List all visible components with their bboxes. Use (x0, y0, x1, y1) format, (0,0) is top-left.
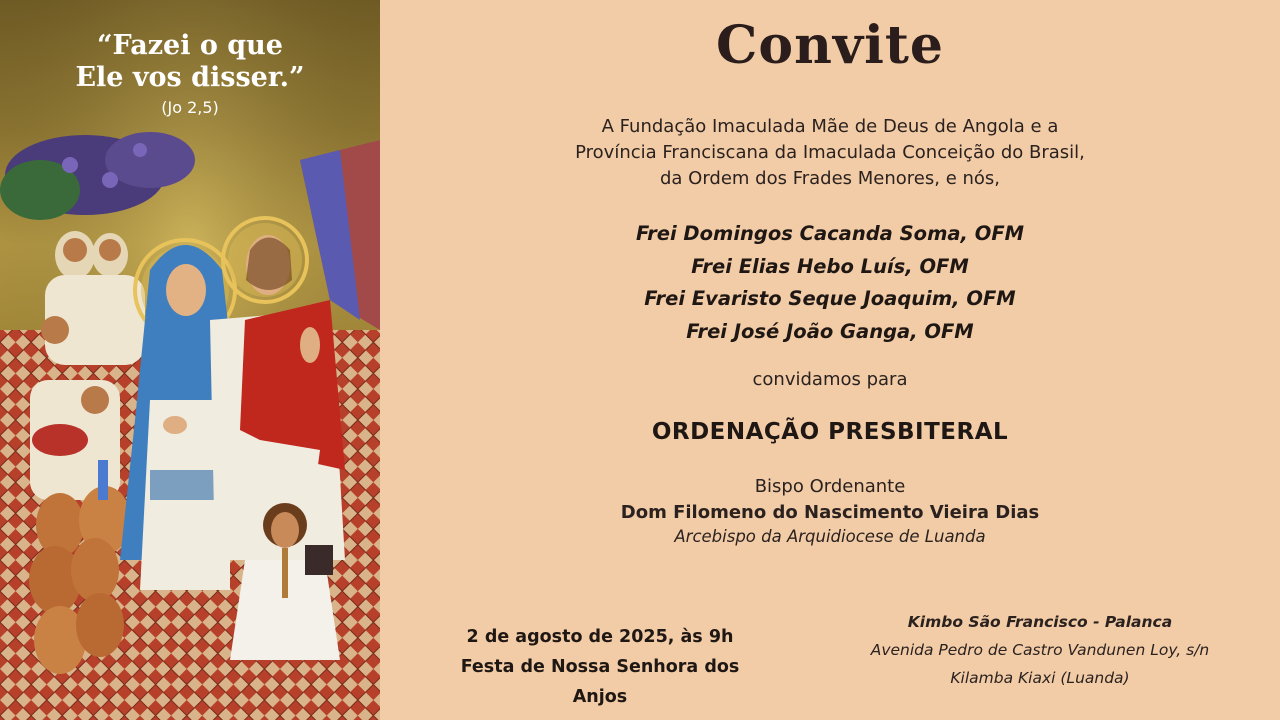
event-date: 2 de agosto de 2025, às 9h (466, 627, 734, 647)
friar-name: Frei José João Ganga, OFM (686, 319, 974, 343)
intro-line: Província Franciscana da Imaculada Conceição do Brasil, (575, 142, 1085, 163)
bishop-role: Arcebispo da Arquidiocese de Luanda (674, 527, 986, 546)
address-line: Kilamba Kiaxi (Luanda) (950, 669, 1130, 687)
place-name: Kimbo São Francisco - Palanca (907, 613, 1173, 631)
location-block (850, 608, 1230, 692)
friar-name: Frei Elias Hebo Luís, OFM (691, 254, 969, 278)
friar-name: Frei Evaristo Seque Joaquim, OFM (644, 287, 1016, 310)
bishop-label: Bispo Ordenante (754, 476, 906, 497)
bishop-name: Dom Filomeno do Nascimento Vieira Dias (620, 502, 1040, 523)
event-title: ORDENAÇÃO PRESBITERAL (651, 419, 1009, 445)
quote-line-2: Ele vos disser.” (75, 62, 305, 93)
date-block (450, 622, 750, 712)
intro-line: A Fundação Imaculada Mãe de Deus de Angola e a (601, 116, 1059, 137)
address-line: Avenida Pedro de Castro Vandunen Loy, s/n (870, 641, 1210, 659)
invite-text: convidamos para (752, 369, 908, 390)
quote-line-1: “Fazei o que (97, 30, 283, 61)
intro-paragraph (380, 114, 1280, 192)
friars-list (380, 218, 1280, 348)
bishop-block (380, 474, 1280, 548)
intro-line: da Ordem dos Frades Menores, e nós, (659, 168, 1001, 189)
friar-name: Frei Domingos Cacanda Soma, OFM (635, 222, 1025, 245)
invitation-panel (380, 0, 1280, 720)
quote-reference: (Jo 2,5) (161, 98, 219, 117)
feast-name: Festa de Nossa Senhora dos Anjos (460, 657, 740, 707)
bible-quote (0, 30, 380, 118)
invitation-title: Convite (716, 15, 944, 76)
artwork-panel (0, 0, 380, 720)
